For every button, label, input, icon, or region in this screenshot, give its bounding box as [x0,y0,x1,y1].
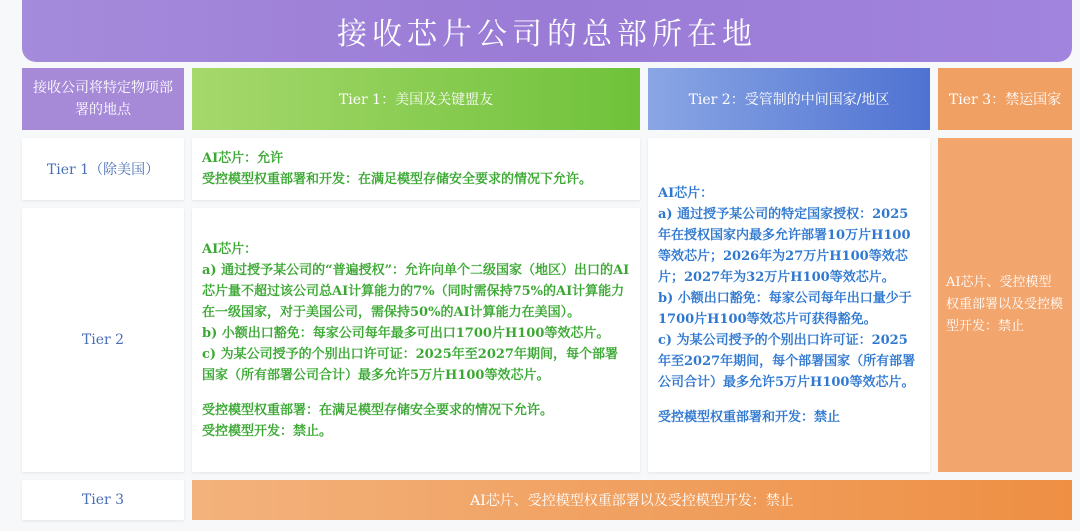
cell-text: AI芯片： [658,185,714,201]
cell-text: 受控模型权重部署和开发：在满足模型存储安全要求的情况下允许。 [202,172,593,187]
cell-tier2-hq [648,138,930,472]
header-deployment-location: 接收公司将特定物项部署的地点 [22,68,184,130]
cell-tier3-deployment: AI芯片、受控模型权重部署以及受控模型开发：禁止 [192,480,1072,520]
page-title: 接收芯片公司的总部所在地 [22,0,1072,62]
cell-tier1-in-tier1 [192,138,640,200]
cell-text: b) 小额出口豁免：每家公司每年出口量少于1700片H100等效芯片可获得豁免。 [658,290,912,327]
row-label-tier3: Tier 3 [22,480,184,520]
cell-text: a) 通过授予某公司的特定国家授权：2025年在授权国家内最多允许部署10万片H100等效芯片；2026年为27万片H100等效芯片；2027年为32万片H100等效芯片。 [658,206,911,285]
cell-text: 受控模型权重部署和开发：禁止 [658,409,841,425]
row-label-tier1: Tier 1（除美国） [22,138,184,200]
cell-text: c) 为某公司授予的个别出口许可证：2025年至2027年期间，每个部署国家（所有部署公司合计）最多允许5万片H100等效芯片。 [658,332,916,390]
cell-text: AI芯片：允许 [202,151,284,166]
cell-text: c) 为某公司授予的个别出口许可证：2025年至2027年期间，每个部署国家（所有部署公司合计）最多允许5万片H100等效芯片。 [202,346,618,383]
header-tier2: Tier 2：受管制的中间国家/地区 [648,68,930,130]
row-label-tier2: Tier 2 [22,208,184,472]
cell-text: b) 小额出口豁免：每家公司每年最多可出口1700片H100等效芯片。 [202,325,610,341]
cell-tier1-hq-in-tier2 [192,208,640,472]
header-tier1: Tier 1：美国及关键盟友 [192,68,640,130]
cell-text: 受控模型开发：禁止。 [202,423,333,439]
header-tier3: Tier 3：禁运国家 [938,68,1072,130]
cell-text: 受控模型权重部署：在满足模型存储安全要求的情况下允许。 [202,402,554,418]
cell-text: a) 通过授予某公司的“普遍授权”：允许向单个二级国家（地区）出口的AI芯片量不超过该公司总AI计算能力的7%（同时需保持75%的AI计算能力在一级国家，对于美国公司，需保持50%的AI计算能力在美国）。 [202,262,630,320]
cell-text: AI芯片： [202,241,258,257]
cell-tier3-hq: AI芯片、受控模型权重部署以及受控模型开发：禁止 [938,138,1072,472]
